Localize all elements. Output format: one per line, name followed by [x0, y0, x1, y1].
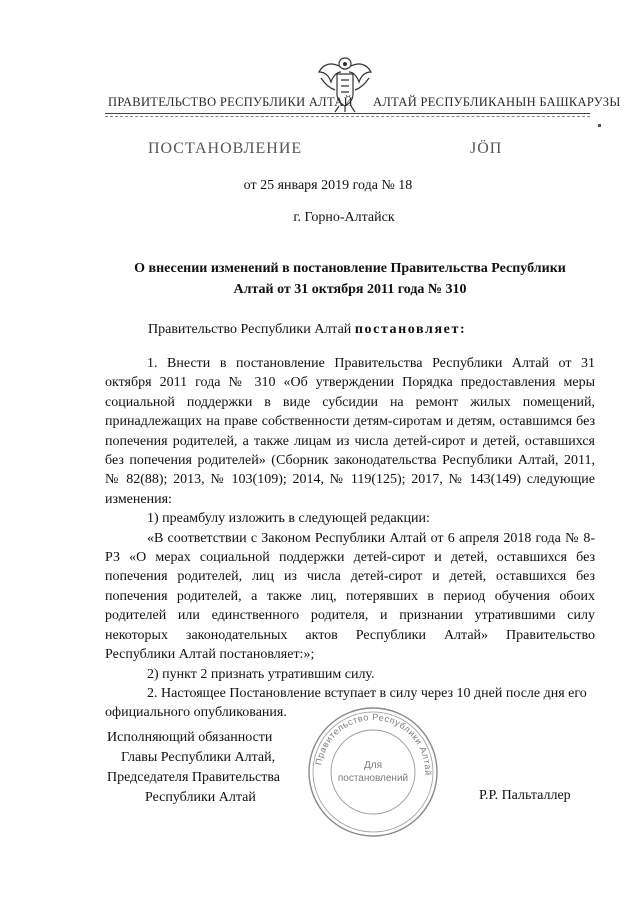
signature-position-line: Председателя Правительства: [107, 770, 281, 785]
paragraph: 2) пункт 2 признать утратившим силу.: [147, 666, 375, 682]
header-divider: [105, 113, 590, 114]
paragraph: «В соответствии с Законом Республики Алтай от 6 апреля 2018 года № 8-РЗ «О мерах социальной поддержки детей-сирот и детей, оставшихся без попечения родителей, лиц из числа детей-сирот и детей, оставшихся без попечения родителей, а также лиц, потерявших в период обучения обоих родителей или единственного родителя, и признании утратившими силу некоторых законодательных актов Республики Алтай» Правительство Республики Алтай постановляет:»;: [105, 530, 595, 663]
signature-position-line: Исполняющий обязанности: [107, 730, 273, 745]
header-mark: [598, 124, 601, 127]
resolution-lead: [148, 322, 466, 338]
doc-type-ru: ПОСТАНОВЛЕНИЕ: [148, 140, 303, 157]
header-government-name-alt: АЛТАЙ РЕСПУБЛИКАНЫН БАШКАРУЗЫ: [373, 95, 621, 109]
document-date: от 25 января 2019 года № 18: [243, 178, 413, 193]
document-body: [105, 354, 595, 723]
signer-name: Р.Р. Пальталлер: [479, 788, 571, 803]
document-city: г. Горно-Алтайск: [293, 210, 395, 225]
stamp-center-text: Для: [363, 760, 383, 771]
stamp-center-text: постановлений: [337, 773, 409, 784]
title-line: О внесении изменений в постановление Правительства Республики: [134, 261, 566, 276]
stamp-ring-text: Правительство Республики Алтай: [313, 711, 434, 776]
title-line: Алтай от 31 октября 2011 года № 310: [233, 282, 467, 297]
paragraph: 1. Внести в постановление Правительства Республики Алтай от 31 октября 2011 года № 310 «Об утверждении Порядка предоставления меры социальной поддержки в виде субсидии на ремонт жилых помещений, принадлежащих на праве собственности детям-сиротам и детям, оставшимся без попечения родителей, а также лицам из числа детей-сирот и детей, оставшихся без попечения родителей» (Сборник законодательства Республики Алтай, 2011, № 82(88); 2013, № 103(109); 2014, № 119(125); 2017, № 143(149) следующие изменения:: [105, 356, 595, 507]
official-stamp: [305, 704, 441, 840]
header-government-name-ru: ПРАВИТЕЛЬСТВО РЕСПУБЛИКИ АЛТАЙ: [108, 95, 353, 109]
signature-position-line: Республики Алтай: [145, 790, 256, 805]
signature-position-line: Главы Республики Алтай,: [121, 750, 276, 765]
lead-prefix: Правительство Республики Алтай: [148, 322, 355, 337]
lead-verb: постановляет:: [354, 322, 467, 337]
header-divider-dashed: [105, 116, 590, 117]
paragraph: 1) преамбулу изложить в следующей редакции:: [147, 511, 430, 527]
doc-type-alt: ЈӦП: [470, 140, 503, 157]
document-title: [110, 258, 590, 300]
paragraph: 2. Настоящее Постановление вступает в силу через 10 дней после дня его официального опубликования.: [105, 685, 587, 721]
